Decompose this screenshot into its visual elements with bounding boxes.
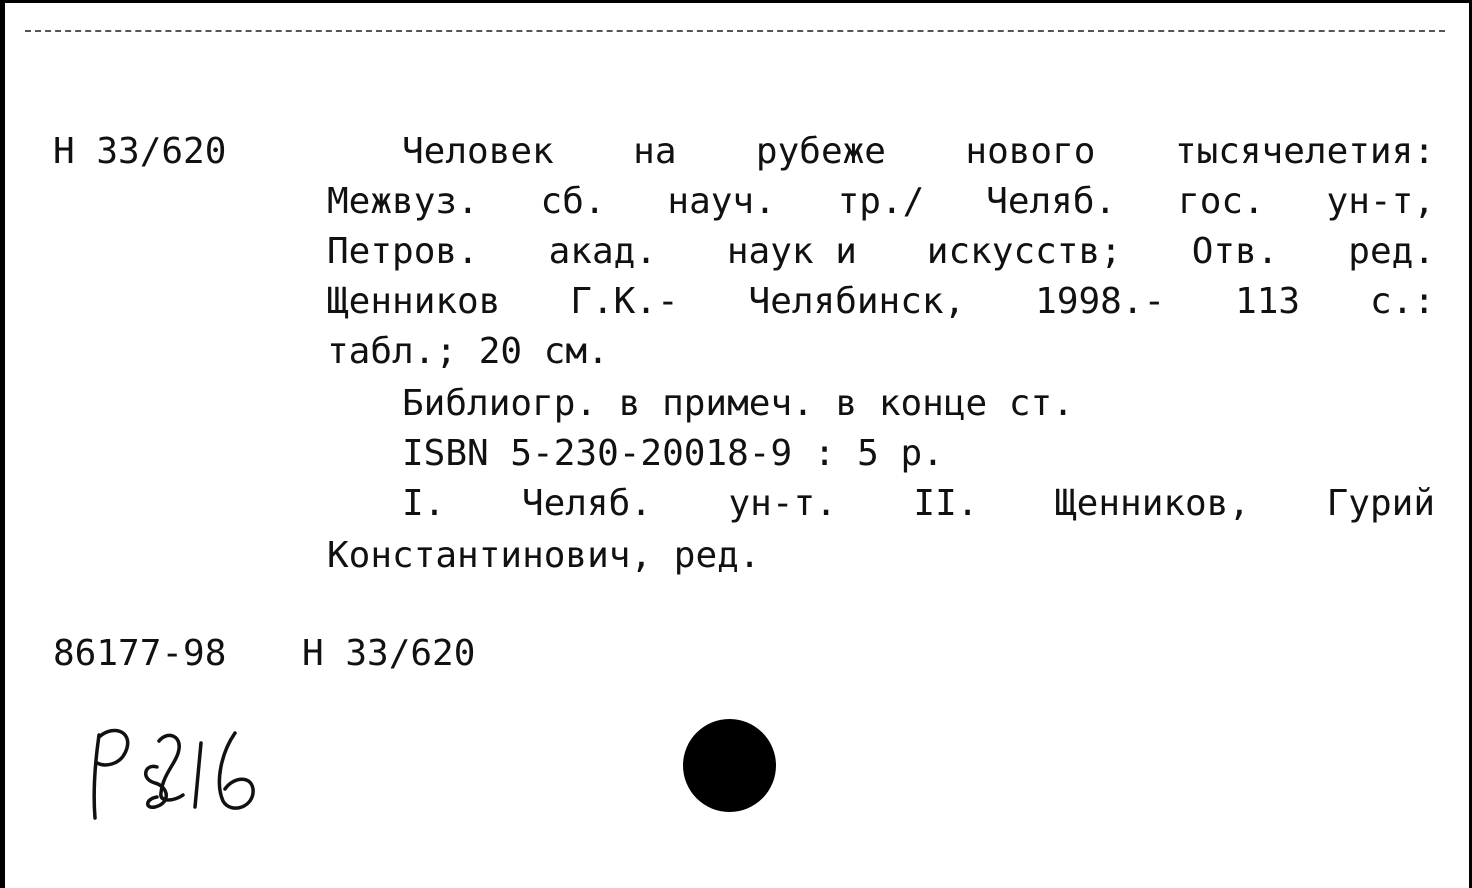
description-word: ред. [1348,231,1435,272]
inventory-number: 86177-98 [53,633,227,674]
description-word: 113 [1235,281,1301,322]
description-word: тр./ [837,181,925,222]
description-line-3 [327,277,1435,327]
title-word: рубеже [755,131,886,172]
description-word: Г.К.- [570,281,679,322]
description-word: наук и [726,231,857,272]
handwritten-shelf-mark [85,723,275,823]
description-word: ун-т, [1326,181,1435,222]
description-word: Межвуз. [327,181,479,222]
title-word: Человек [402,131,554,172]
description-word: 1998.- [1035,281,1166,322]
description-word: Щенников [327,281,501,322]
description-word: с.: [1369,281,1435,322]
bibliography-note: Библиогр. в примеч. в конце ст. [402,383,1074,424]
tracing-word: Челяб. [521,483,652,524]
description-word: Петров. [327,231,479,272]
description-line-1 [327,177,1435,227]
top-rule [25,30,1445,32]
description-line-2 [327,227,1435,277]
description-word: Отв. [1191,231,1279,272]
title-word: на [633,131,677,172]
description-word: гос. [1178,181,1265,222]
description-word: сб. [540,181,606,222]
call-number: Н 33/620 [53,131,227,172]
description-last-line: табл.; 20 см. [327,331,609,372]
tracing-word: ун-т. [728,483,837,524]
punched-dot [683,719,776,812]
isbn-price: ISBN 5-230-20018-9 : 5 р. [402,433,944,474]
description-word: Челябинск, [748,281,966,322]
tracing-word: Гурий [1326,483,1435,524]
tracings-line [402,479,1435,529]
description-word: науч. [667,181,776,222]
tracing-word: II. [913,483,979,524]
title-word: нового [965,131,1096,172]
tracing-word: Щенников, [1055,483,1251,524]
title-line [402,127,1435,177]
inventory-call-number: Н 33/620 [302,633,476,674]
description-word: акад. [548,231,657,272]
tracings-last-line: Константинович, ред. [327,535,761,576]
description-word: Челяб. [986,181,1117,222]
description-word: искусств; [926,231,1122,272]
title-word: тысячелетия: [1174,131,1435,172]
tracing-word: I. [402,483,446,524]
